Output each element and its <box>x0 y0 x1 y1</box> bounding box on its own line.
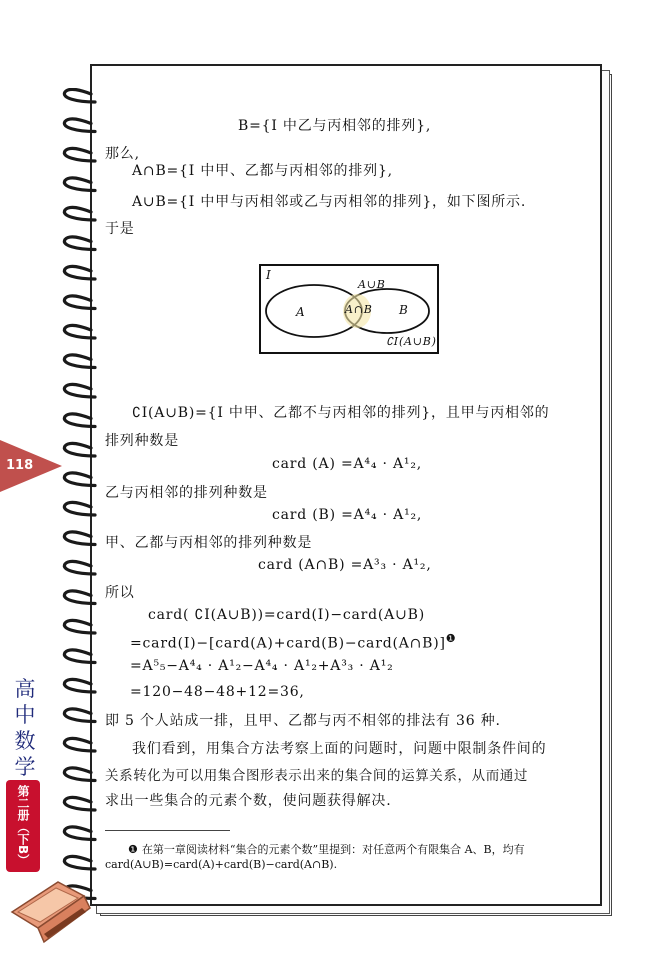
laptop-illustration <box>6 872 96 962</box>
spiral-ring <box>64 591 95 604</box>
text-line-15 <box>130 632 456 652</box>
text-line-14: card( ∁I(A∪B))=card(I)−card(A∪B) <box>148 607 425 623</box>
venn-complement-label: ∁I(A∪B) <box>386 335 437 348</box>
spiral-ring <box>64 119 95 132</box>
spiral-ring <box>64 620 95 633</box>
footnote-line-1 <box>128 841 525 857</box>
text-line-12: card (A∩B) =A³₃ · A¹₂, <box>258 557 432 573</box>
spiral-ring <box>64 679 95 692</box>
text-line-19: 我们看到，用集合方法考察上面的问题时，问题中限制条件间的 <box>132 741 547 757</box>
text-line-17: =120−48−48+12=36, <box>130 684 305 700</box>
spiral-ring <box>64 502 95 515</box>
spiral-ring <box>64 709 95 722</box>
spiral-ring <box>64 827 95 840</box>
text-line-10: card (B) =A⁴₄ · A¹₂, <box>272 507 423 523</box>
spiral-ring <box>64 89 95 102</box>
text-line-1: B={I 中乙与丙相邻的排列}, <box>238 118 432 134</box>
text-line-13: 所以 <box>105 585 135 601</box>
page-number: 118 <box>6 458 34 473</box>
footnote-divider <box>105 830 230 831</box>
venn-union-label: A∪B <box>358 278 386 291</box>
spiral-ring <box>64 207 95 220</box>
footnote-ref-marker: ❶ <box>445 632 457 645</box>
spiral-ring <box>64 148 95 161</box>
text-line-3: A∩B={I 中甲、乙都与丙相邻的排列}, <box>132 163 393 179</box>
venn-intersection-label: A∩B <box>345 303 373 316</box>
spiral-ring <box>64 355 95 368</box>
spiral-ring <box>64 768 95 781</box>
spiral-ring <box>64 473 95 486</box>
text-line-7: 排列种数是 <box>105 433 179 449</box>
text-line-18: 即 5 个人站成一排，且甲、乙都与丙不相邻的排法有 36 种. <box>105 713 501 729</box>
text-line-20: 关系转化为可以用集合图形表示出来的集合间的运算关系，从而通过 <box>105 768 528 784</box>
spiral-ring <box>64 738 95 751</box>
text-line-21: 求出一些集合的元素个数，使问题获得解决. <box>105 793 392 809</box>
footnote-marker: ❶ <box>128 843 138 856</box>
spiral-ring <box>64 650 95 663</box>
venn-set-b-label: B <box>399 303 409 317</box>
text-line-11: 甲、乙都与丙相邻的排列种数是 <box>105 535 313 551</box>
spiral-ring <box>64 178 95 191</box>
text-line-8: card (A) =A⁴₄ · A¹₂, <box>272 456 422 472</box>
spiral-ring <box>64 414 95 427</box>
text-line-6: ∁I(A∪B)={I 中甲、乙都不与丙相邻的排列}，且甲与丙相邻的 <box>132 405 550 421</box>
spiral-ring <box>64 856 95 869</box>
text-line-2: 那么, <box>105 146 140 162</box>
spiral-binding <box>55 88 100 908</box>
spiral-ring <box>64 561 95 574</box>
text-line-9: 乙与丙相邻的排列种数是 <box>105 485 268 501</box>
text-line-5: 于是 <box>105 221 135 237</box>
book-series-title <box>12 676 38 780</box>
book-title-text: 高中数学 <box>14 677 36 779</box>
footnote-line-2: card(A∪B)=card(A)+card(B)−card(A∩B). <box>105 858 338 871</box>
spiral-ring <box>64 296 95 309</box>
spiral-ring <box>64 797 95 810</box>
text-line-16: =A⁵₅−A⁴₄ · A¹₂−A⁴₄ · A¹₂+A³₃ · A¹₂ <box>130 658 394 674</box>
spiral-ring <box>64 266 95 279</box>
spiral-ring <box>64 384 95 397</box>
text-line-4: A∪B={I 中甲与丙相邻或乙与丙相邻的排列}，如下图所示. <box>132 194 527 210</box>
text-line-15-content: =card(I)−[card(A)+card(B)−card(A∩B)] <box>130 635 446 652</box>
spiral-ring <box>64 443 95 456</box>
venn-set-a-label: A <box>296 305 306 319</box>
volume-badge: 第二册（下B） <box>6 780 40 872</box>
footnote-text-1: 在第一章阅读材料“集合的元素个数”里提到：对任意两个有限集合 A、B，均有 <box>141 843 525 856</box>
spiral-ring <box>64 325 95 338</box>
spiral-ring <box>64 237 95 250</box>
venn-universe-label: I <box>266 268 272 282</box>
spiral-ring <box>64 532 95 545</box>
